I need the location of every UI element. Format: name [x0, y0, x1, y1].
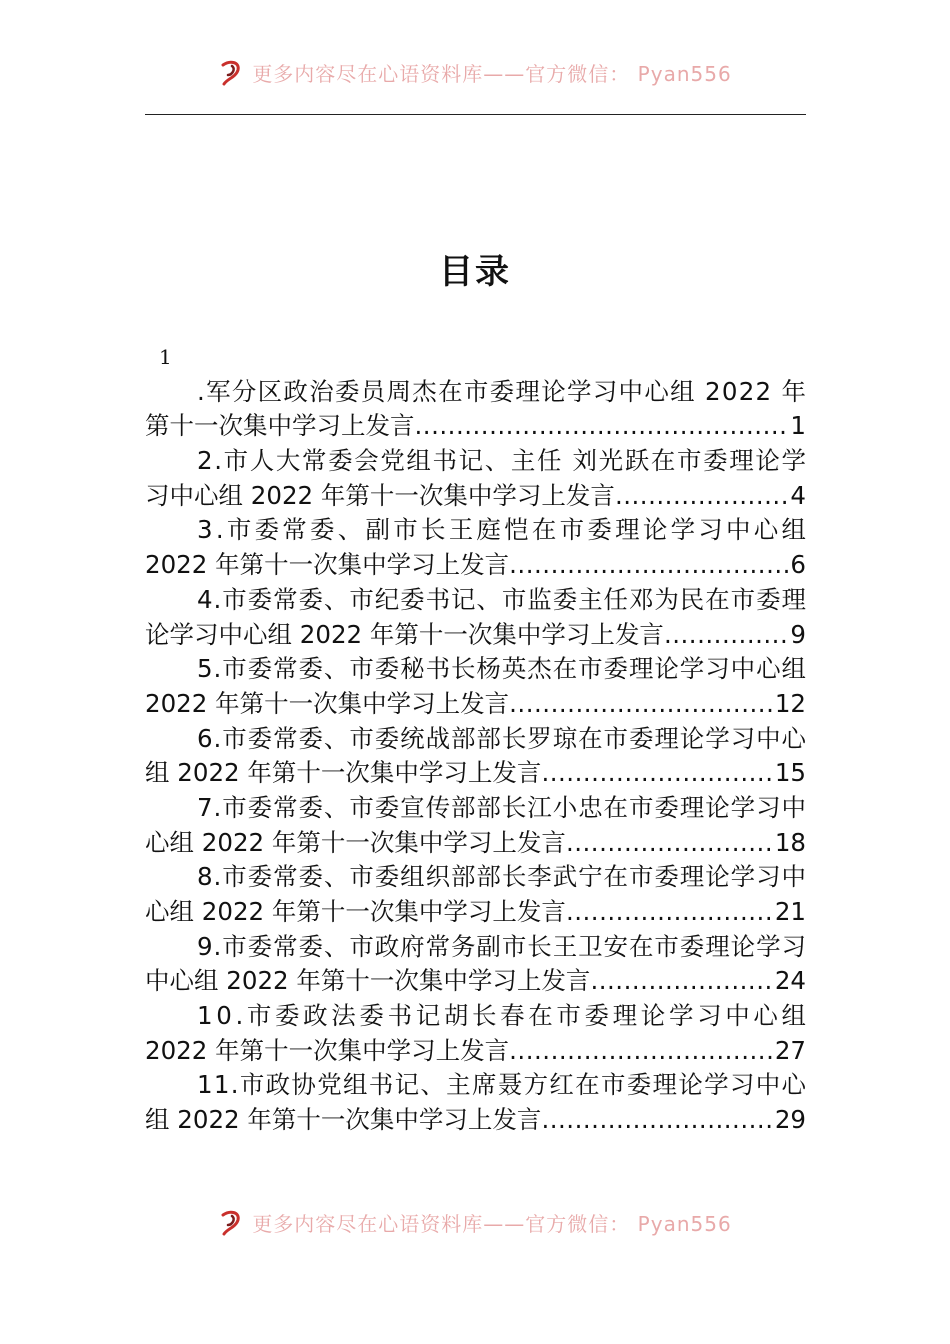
toc-page-number: 21 [774, 897, 806, 927]
toc-entry-title-line: 11.市政协党组书记、主席聂方红在市委理论学习中心 [197, 1070, 808, 1100]
page-title: 目录 [439, 252, 511, 292]
toc-dot-leader [415, 409, 789, 444]
header-watermark-banner [0, 54, 950, 90]
table-of-contents [145, 340, 810, 1138]
toc-entry-continuation-text: 2022 年第十一次集中学习上发言 [145, 688, 510, 718]
footer-watermark-banner [0, 1204, 950, 1240]
toc-entry-title-line: 10.市委政法委书记胡长春在市委理论学习中心组 [197, 1001, 810, 1031]
toc-entry-title-line: 7.市委常委、市委宣传部部长江小忠在市委理论学习中 [197, 792, 807, 822]
toc-entry-title-line: 9.市委常委、市政府常务副市长王卫安在市委理论学习 [197, 931, 807, 961]
toc-entry-title-line: 8.市委常委、市委组织部部长李武宁在市委理论学习中 [197, 862, 807, 892]
toc-entry-continuation-line [145, 895, 806, 930]
toc-page-number: 18 [774, 827, 806, 857]
toc-lone-number: 1 [159, 345, 172, 369]
toc-entry[interactable] [145, 791, 806, 860]
toc-entry-title-line: 5.市委常委、市委秘书长杨英杰在市委理论学习中心组 [197, 654, 807, 684]
toc-entry-title-line: 2.市人大常委会党组书记、主任 刘光跃在市委理论学 [197, 446, 808, 476]
toc-entry[interactable] [145, 722, 806, 791]
toc-entry-continuation-line [145, 1034, 806, 1069]
toc-page-number: 6 [790, 550, 806, 580]
toc-dot-leader [566, 895, 773, 930]
toc-entry-title-line: 3.市委常委、副市长王庭恺在市委理论学习中心组 [197, 515, 810, 545]
toc-entry-continuation-text: 组 2022 年第十一次集中学习上发言 [145, 1105, 542, 1135]
toc-dot-leader [615, 479, 788, 514]
toc-entry[interactable] [145, 652, 806, 721]
toc-dot-leader [664, 618, 788, 653]
toc-page-number: 27 [774, 1035, 806, 1065]
toc-entries [145, 375, 810, 1138]
toc-entry-title-line: 4.市委常委、市纪委书记、市监委主任邓为民在市委理 [197, 584, 807, 614]
toc-entry-continuation-line [145, 548, 806, 583]
toc-entry[interactable] [145, 375, 806, 444]
toc-entry[interactable] [145, 930, 806, 999]
toc-entry-continuation-line [145, 618, 806, 653]
toc-entry[interactable] [145, 513, 810, 582]
toc-dot-leader [541, 1103, 772, 1138]
toc-entry-continuation-text: 第十一次集中学习上发言 [145, 411, 415, 441]
toc-entry[interactable] [145, 860, 806, 929]
toc-entry-continuation-line [145, 756, 806, 791]
toc-entry-continuation-text: 心组 2022 年第十一次集中学习上发言 [145, 897, 566, 927]
toc-entry-continuation-text: 习中心组 2022 年第十一次集中学习上发言 [145, 480, 615, 510]
toc-entry-continuation-text: 论学习中心组 2022 年第十一次集中学习上发言 [145, 619, 664, 649]
toc-entry[interactable] [145, 999, 810, 1068]
toc-page-number: 29 [774, 1105, 806, 1135]
toc-dot-leader [566, 826, 773, 861]
toc-entry-continuation-text: 组 2022 年第十一次集中学习上发言 [145, 758, 542, 788]
footer-watermark-text: 更多内容尽在心语资料库——官方微信： Pyan556 [252, 1211, 732, 1236]
toc-dot-leader [509, 1034, 773, 1069]
toc-page-number: 9 [790, 619, 806, 649]
toc-dot-leader [541, 756, 772, 791]
toc-dot-leader [590, 964, 772, 999]
header-divider [145, 114, 806, 115]
toc-entry[interactable] [145, 1068, 806, 1137]
toc-page-number: 1 [790, 411, 806, 441]
toc-entry-title-line: 6.市委常委、市委统战部部长罗琼在市委理论学习中心 [197, 723, 807, 753]
toc-page-number: 15 [774, 758, 806, 788]
toc-entry[interactable] [145, 583, 806, 652]
toc-entry-continuation-line [145, 687, 806, 722]
toc-entry-continuation-text: 中心组 2022 年第十一次集中学习上发言 [145, 966, 591, 996]
toc-entry-continuation-line [145, 479, 806, 514]
logo-icon [218, 57, 248, 87]
toc-entry-continuation-line [145, 409, 806, 444]
toc-entry-continuation-text: 心组 2022 年第十一次集中学习上发言 [145, 827, 566, 857]
toc-entry-continuation-text: 2022 年第十一次集中学习上发言 [145, 550, 510, 580]
toc-dot-leader [509, 687, 773, 722]
toc-page-number: 12 [774, 688, 806, 718]
toc-entry-title-line: .军分区政治委员周杰在市委理论学习中心组 2022 年 [197, 376, 808, 406]
toc-entry-continuation-line [145, 826, 806, 861]
toc-entry[interactable] [145, 444, 806, 513]
toc-page-number: 24 [774, 966, 806, 996]
header-watermark-text: 更多内容尽在心语资料库——官方微信： Pyan556 [252, 61, 732, 86]
toc-page-number: 4 [790, 480, 806, 510]
toc-entry-continuation-text: 2022 年第十一次集中学习上发言 [145, 1035, 510, 1065]
logo-icon [218, 1207, 248, 1237]
toc-entry-continuation-line [145, 1103, 806, 1138]
toc-entry-continuation-line [145, 964, 806, 999]
toc-dot-leader [509, 548, 788, 583]
